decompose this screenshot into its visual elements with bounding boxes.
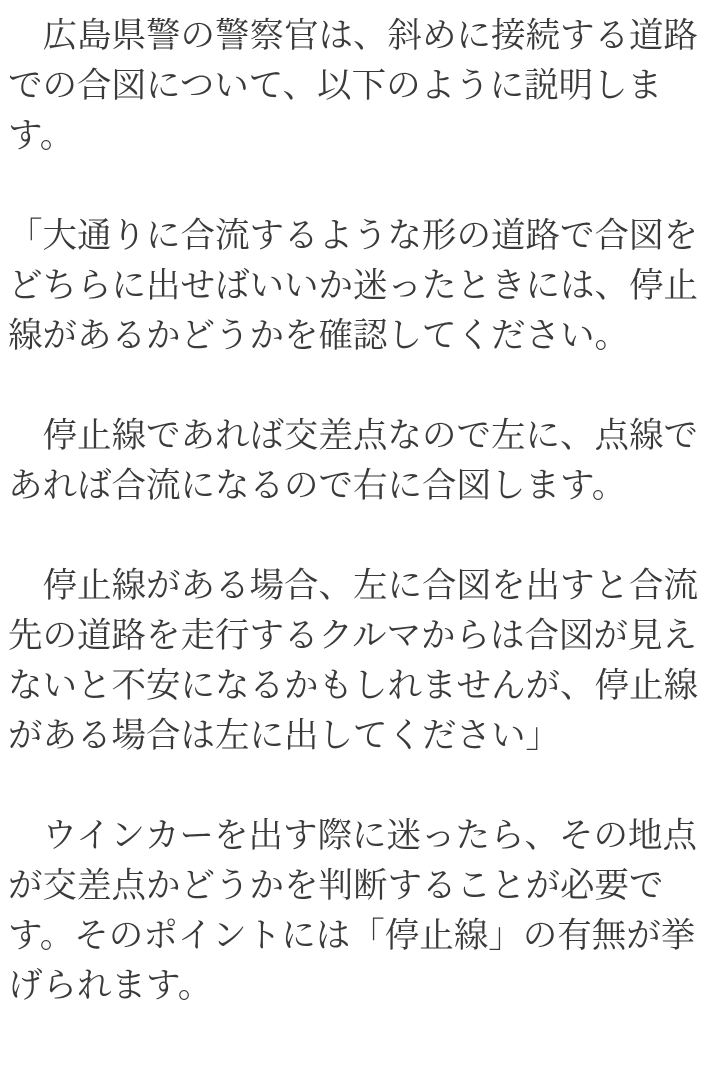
article-paragraph: 停止線がある場合、左に合図を出すと合流先の道路を走行するクルマからは合図が見えないと不安になるかもしれませんが、停止線がある場合は左に出してください」 bbox=[8, 567, 698, 755]
article-paragraph: ウインカーを出す際に迷ったら、その地点が交差点かどうかを判断することが必要です。そのポイントには「停止線」の有無が挙げられます。 bbox=[8, 817, 697, 1005]
article-paragraph: 広島県警の警察官は、斜めに接続する道路での合図について、以下のように説明します。 bbox=[8, 17, 698, 155]
article-paragraph: 停止線であれば交差点なので左に、点線であれば合流になるので右に合図します。 bbox=[8, 417, 698, 505]
article-paragraph: 「大通りに合流するような形の道路で合図をどちらに出せばいいか迷ったときには、停止線があるかどうかを確認してください。 bbox=[8, 217, 698, 355]
